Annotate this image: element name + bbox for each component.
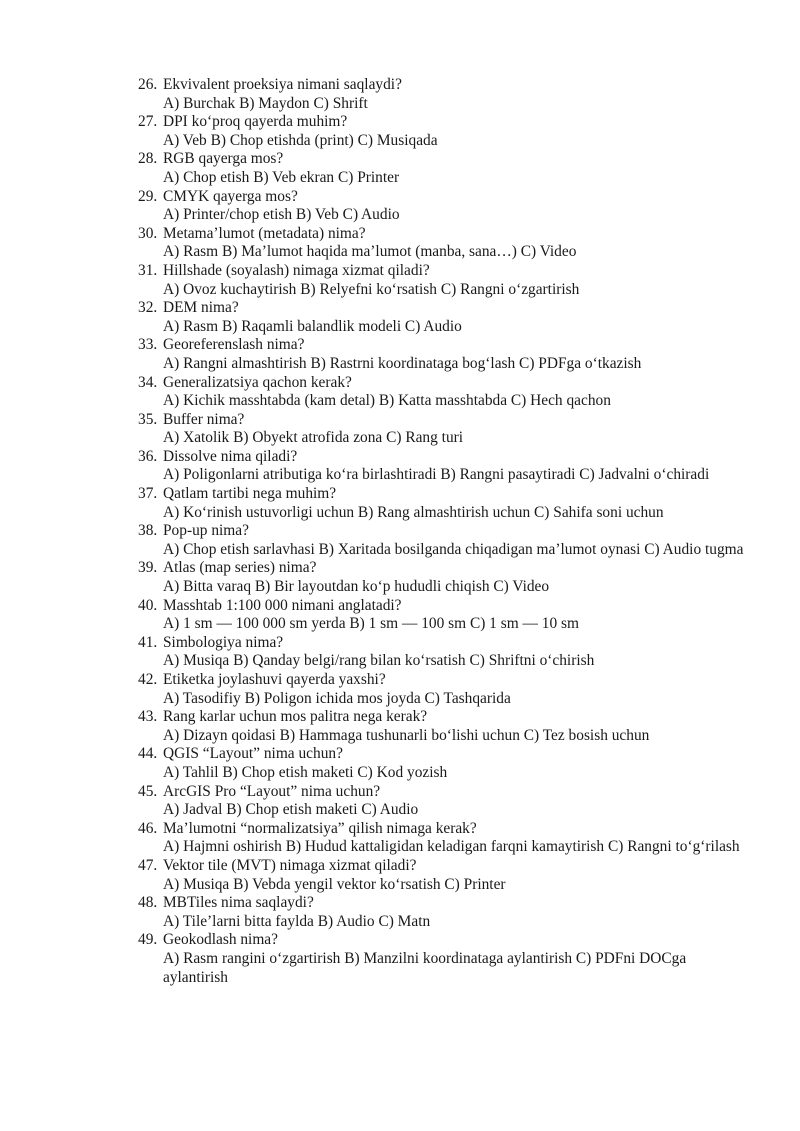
question-line (138, 299, 748, 318)
answer-options: A) Rasm B) Ma’lumot haqida ma’lumot (manba, sana…) C) Video (163, 243, 577, 261)
question-line (138, 745, 748, 764)
answer-options: A) Musiqa B) Vebda yengil vektor ko‘rsatish C) Printer (163, 875, 506, 893)
answer-options: A) Tile’larni bitta faylda B) Audio C) Matn (163, 912, 431, 930)
question-text: RGB qayerga mos? (163, 150, 284, 168)
question-number: 32. (138, 299, 158, 317)
question-item (138, 745, 748, 782)
question-item (138, 411, 748, 448)
question-line (138, 559, 748, 578)
answer-options: A) Burchak B) Maydon C) Shrift (163, 94, 368, 112)
question-text: Metama’lumot (metadata) nima? (163, 224, 366, 242)
question-item (138, 76, 748, 113)
answer-options: A) 1 sm — 100 000 sm yerda B) 1 sm — 100 sm C) 1 sm — 10 sm (163, 615, 579, 633)
question-item (138, 783, 748, 820)
answer-options: A) Musiqa B) Qanday belgi/rang bilan ko‘rsatish C) Shriftni o‘chirish (163, 652, 595, 670)
question-item (138, 597, 748, 634)
question-text: QGIS “Layout” nima uchun? (163, 745, 343, 763)
question-line (138, 597, 748, 616)
answer-options: A) Printer/chop etish B) Veb C) Audio (163, 206, 400, 224)
question-line (138, 225, 748, 244)
question-line (138, 671, 748, 690)
answer-options: A) Rangni almashtirish B) Rastrni koordinataga bog‘lash C) PDFga o‘tkazish (163, 354, 642, 372)
answer-options: A) Kichik masshtabda (kam detal) B) Katta masshtabda C) Hech qachon (163, 392, 611, 410)
question-text: MBTiles nima saqlaydi? (163, 894, 314, 912)
question-text: Dissolve nima qiladi? (163, 447, 298, 465)
question-text: ArcGIS Pro “Layout” nima uchun? (163, 782, 381, 800)
question-line (138, 448, 748, 467)
question-line (138, 336, 748, 355)
question-item (138, 188, 748, 225)
answer-options: A) Jadval B) Chop etish maketi C) Audio (163, 801, 419, 819)
question-item (138, 485, 748, 522)
answer-options: A) Tasodifiy B) Poligon ichida mos joyda C) Tashqarida (163, 689, 511, 707)
answer-options: A) Rasm B) Raqamli balandlik modeli C) Audio (163, 317, 462, 335)
question-number: 38. (138, 522, 158, 540)
question-line (138, 931, 748, 950)
question-item (138, 299, 748, 336)
question-line (138, 262, 748, 281)
question-number: 37. (138, 485, 158, 503)
question-line (138, 708, 748, 727)
question-number: 47. (138, 856, 158, 874)
question-number: 28. (138, 150, 158, 168)
question-item (138, 113, 748, 150)
question-number: 27. (138, 113, 158, 131)
question-text: CMYK qayerga mos? (163, 187, 298, 205)
question-number: 41. (138, 633, 158, 651)
question-line (138, 485, 748, 504)
question-text: DEM nima? (163, 299, 239, 317)
question-number: 45. (138, 782, 158, 800)
question-item (138, 931, 748, 987)
question-text: Buffer nima? (163, 410, 245, 428)
question-number: 40. (138, 596, 158, 614)
question-number: 39. (138, 559, 158, 577)
question-number: 30. (138, 224, 158, 242)
answer-options: A) Dizayn qoidasi B) Hammaga tushunarli bo‘lishi uchun C) Tez bosish uchun (163, 726, 650, 744)
question-text: Qatlam tartibi nega muhim? (163, 485, 337, 503)
question-number: 43. (138, 708, 158, 726)
answer-options: A) Veb B) Chop etishda (print) C) Musiqada (163, 131, 438, 149)
question-line (138, 522, 748, 541)
question-number: 46. (138, 819, 158, 837)
question-item (138, 522, 748, 559)
answer-options: A) Ovoz kuchaytirish B) Relyefni ko‘rsatish C) Rangni o‘zgartirish (163, 280, 580, 298)
question-number: 36. (138, 447, 158, 465)
question-line (138, 783, 748, 802)
question-text: Atlas (map series) nima? (163, 559, 317, 577)
question-item (138, 448, 748, 485)
question-item (138, 374, 748, 411)
answer-options: A) Tahlil B) Chop etish maketi C) Kod yozish (163, 763, 448, 781)
question-text: Pop-up nima? (163, 522, 249, 540)
question-number: 26. (138, 76, 158, 93)
question-text: Vektor tile (MVT) nimaga xizmat qiladi? (163, 856, 417, 874)
question-number: 48. (138, 894, 158, 912)
answer-options: A) Chop etish B) Veb ekran C) Printer (163, 168, 400, 186)
question-text: Ekvivalent proeksiya nimani saqlaydi? (163, 76, 402, 93)
question-text: Generalizatsiya qachon kerak? (163, 373, 352, 391)
question-line (138, 894, 748, 913)
question-text: Etiketka joylashuvi qayerda yaxshi? (163, 671, 386, 688)
question-number: 44. (138, 745, 158, 763)
question-number: 31. (138, 261, 158, 279)
question-line (138, 113, 748, 132)
answer-options: A) Xatolik B) Obyekt atrofida zona C) Rang turi (163, 429, 464, 447)
question-line (138, 857, 748, 876)
question-number: 29. (138, 187, 158, 205)
question-item (138, 336, 748, 373)
question-number: 42. (138, 671, 158, 688)
question-text: Masshtab 1:100 000 nimani anglatadi? (163, 596, 402, 614)
answer-options: A) Chop etish sarlavhasi B) Xaritada bosilganda chiqadigan ma’lumot oynasi C) Audio tugma (163, 540, 744, 558)
question-item (138, 671, 748, 708)
question-item (138, 262, 748, 299)
answer-options: A) Ko‘rinish ustuvorligi uchun B) Rang almashtirish uchun C) Sahifa soni uchun (163, 503, 664, 521)
question-item (138, 857, 748, 894)
answer-options: A) Bitta varaq B) Bir layoutdan ko‘p hududli chiqish C) Video (163, 578, 550, 596)
question-number: 49. (138, 931, 158, 949)
question-text: Rang karlar uchun mos palitra nega kerak? (163, 708, 428, 726)
question-number: 34. (138, 373, 158, 391)
question-text: DPI ko‘proq qayerda muhim? (163, 113, 348, 131)
question-line (138, 411, 748, 430)
question-text: Hillshade (soyalash) nimaga xizmat qiladi? (163, 261, 430, 279)
question-text: Ma’lumotni “normalizatsiya” qilish nimaga kerak? (163, 819, 477, 837)
question-text: Simbologiya nima? (163, 633, 284, 651)
question-line (138, 374, 748, 393)
question-line (138, 188, 748, 207)
question-item (138, 559, 748, 596)
question-line (138, 150, 748, 169)
question-item (138, 820, 748, 857)
question-text: Georeferenslash nima? (163, 336, 305, 354)
question-number: 33. (138, 336, 158, 354)
question-item (138, 708, 748, 745)
question-line (138, 634, 748, 653)
question-line (138, 820, 748, 839)
question-list (138, 76, 748, 987)
question-text: Geokodlash nima? (163, 931, 278, 949)
answer-options: A) Rasm rangini o‘zgartirish B) Manzilni koordinataga aylantirish C) PDFni DOCga aylantirish (163, 949, 687, 986)
question-number: 35. (138, 410, 158, 428)
question-item (138, 225, 748, 262)
question-line (138, 76, 748, 95)
answer-options: A) Hajmni oshirish B) Hudud kattaligidan keladigan farqni kamaytirish C) Rangni to‘g‘rilash (163, 838, 740, 856)
question-item (138, 150, 748, 187)
question-item (138, 894, 748, 931)
answer-options: A) Poligonlarni atributiga ko‘ra birlashtiradi B) Rangni pasaytiradi C) Jadvalni o‘chiradi (163, 466, 710, 484)
question-item (138, 634, 748, 671)
